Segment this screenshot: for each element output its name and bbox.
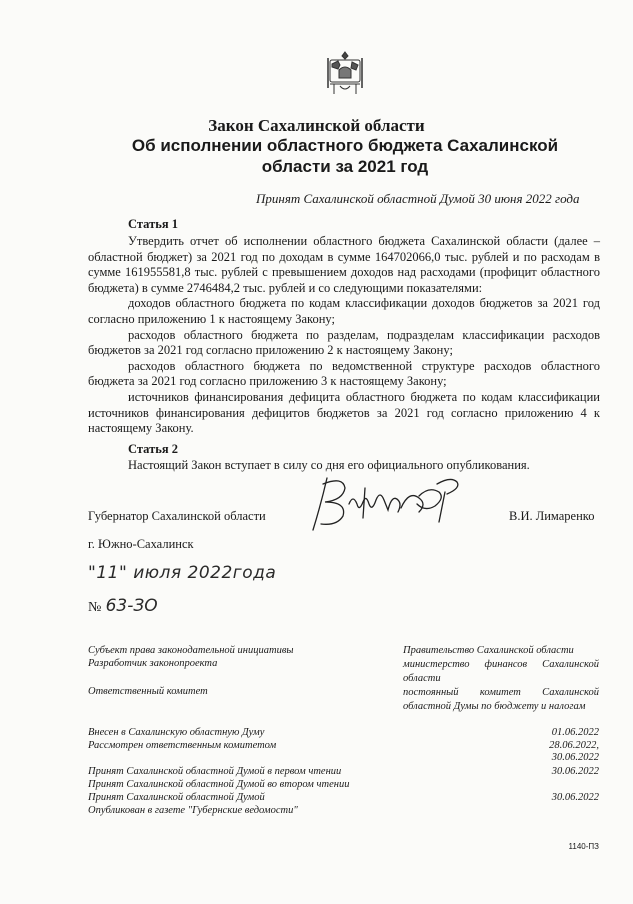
footer-first-reading-label: Принят Сахалинской областной Думой в первом чтении	[88, 766, 342, 777]
article-1-paragraph: расходов областного бюджета по разделам, подразделам классификации расходов бюджетов за 2021 год согласно приложению 2 к настоящему Закону;	[88, 327, 600, 358]
city: г. Южно-Сахалинск	[88, 537, 194, 551]
footer-introduced-label: Внесен в Сахалинскую областную Думу	[88, 727, 265, 738]
law-number	[88, 596, 158, 616]
signing-date-day: "11"	[88, 563, 128, 583]
article-2-heading: Статья 2	[128, 442, 178, 456]
footer-developer-label: Разработчик законопроекта	[88, 658, 218, 669]
document-code: 1140-ПЗ	[568, 842, 599, 851]
article-2-paragraph: Настоящий Закон вступает в силу со дня его официального опубликования.	[128, 458, 530, 472]
governor-position: Губернатор Сахалинской области	[88, 509, 266, 523]
article-1-paragraph: Утвердить отчет об исполнении областного бюджета Сахалинской области (далее – областной бюджет) за 2021 год по доходам в сумме 164702066,0 тыс. рублей и по расходам в сумме 161955581,8 тыс. рублей с превышением доходов над расходами (профицит областного бюджета) в сумме 2746484,2 тыс. рублей и со следующими показателями:	[88, 234, 600, 295]
footer-adopted-label: Принят Сахалинской областной Думой	[88, 792, 265, 803]
handwritten-signature	[305, 474, 475, 536]
footer-second-reading-label: Принят Сахалинской областной Думой во втором чтении	[88, 779, 350, 790]
number-label: №	[88, 600, 102, 615]
footer-reviewed-label: Рассмотрен ответственным комитетом	[88, 740, 277, 751]
coat-of-arms-icon	[326, 50, 364, 96]
article-1-paragraph: источников финансирования дефицита областного бюджета по кодам классификации источников финансирования дефицитов бюджетов за 2021 год согласно приложению 4 к настоящему Закону.	[88, 389, 600, 436]
article-2-body	[88, 458, 600, 474]
signing-date-rest: июля 2022года	[133, 563, 277, 583]
article-1-paragraph: расходов областного бюджета по ведомственной структуре расходов областного бюджета за 2021 год согласно приложению 3 к настоящему Закону;	[88, 358, 600, 389]
title-line-2-text: Об исполнении областного бюджета Сахалинской	[131, 136, 559, 155]
footer-committee-label: Ответственный комитет	[88, 686, 208, 697]
footer-subject-value: Правительство Сахалинской области	[403, 645, 574, 656]
governor-name: В.И. Лимаренко	[509, 509, 595, 523]
footer-developer-value: министерство финансов Сахалинской области	[403, 659, 599, 684]
footer-subject-label: Субъект права законодательной инициативы	[88, 645, 294, 656]
footer-first-reading-date: 30.06.2022	[551, 766, 599, 777]
footer-reviewed-date: 28.06.2022,	[549, 740, 599, 751]
signing-date	[88, 563, 276, 583]
title-line-2	[0, 135, 633, 177]
article-1-heading: Статья 1	[128, 217, 178, 231]
footer-introduced-date: 01.06.2022	[551, 727, 599, 738]
title-line-3-text: области за 2021 год	[261, 157, 429, 176]
article-1-paragraph: доходов областного бюджета по кодам классификации доходов бюджетов за 2021 год согласно приложению 1 к настоящему Закону;	[88, 296, 600, 326]
footer-reviewed-date-2: 30.06.2022	[551, 752, 599, 763]
article-1-body	[88, 234, 600, 437]
footer-adopted-date: 30.06.2022	[551, 792, 599, 803]
number-value: 63-ЗО	[105, 596, 158, 616]
title-line-1: Закон Сахалинской области	[208, 116, 425, 135]
footer-published-label: Опубликован в газете "Губернские ведомости"	[88, 805, 298, 816]
adoption-note: Принят Сахалинской областной Думой 30 июня 2022 года	[256, 191, 580, 206]
footer-committee-value: постоянный комитет Сахалинской областной Думы по бюджету и налогам	[403, 687, 599, 712]
